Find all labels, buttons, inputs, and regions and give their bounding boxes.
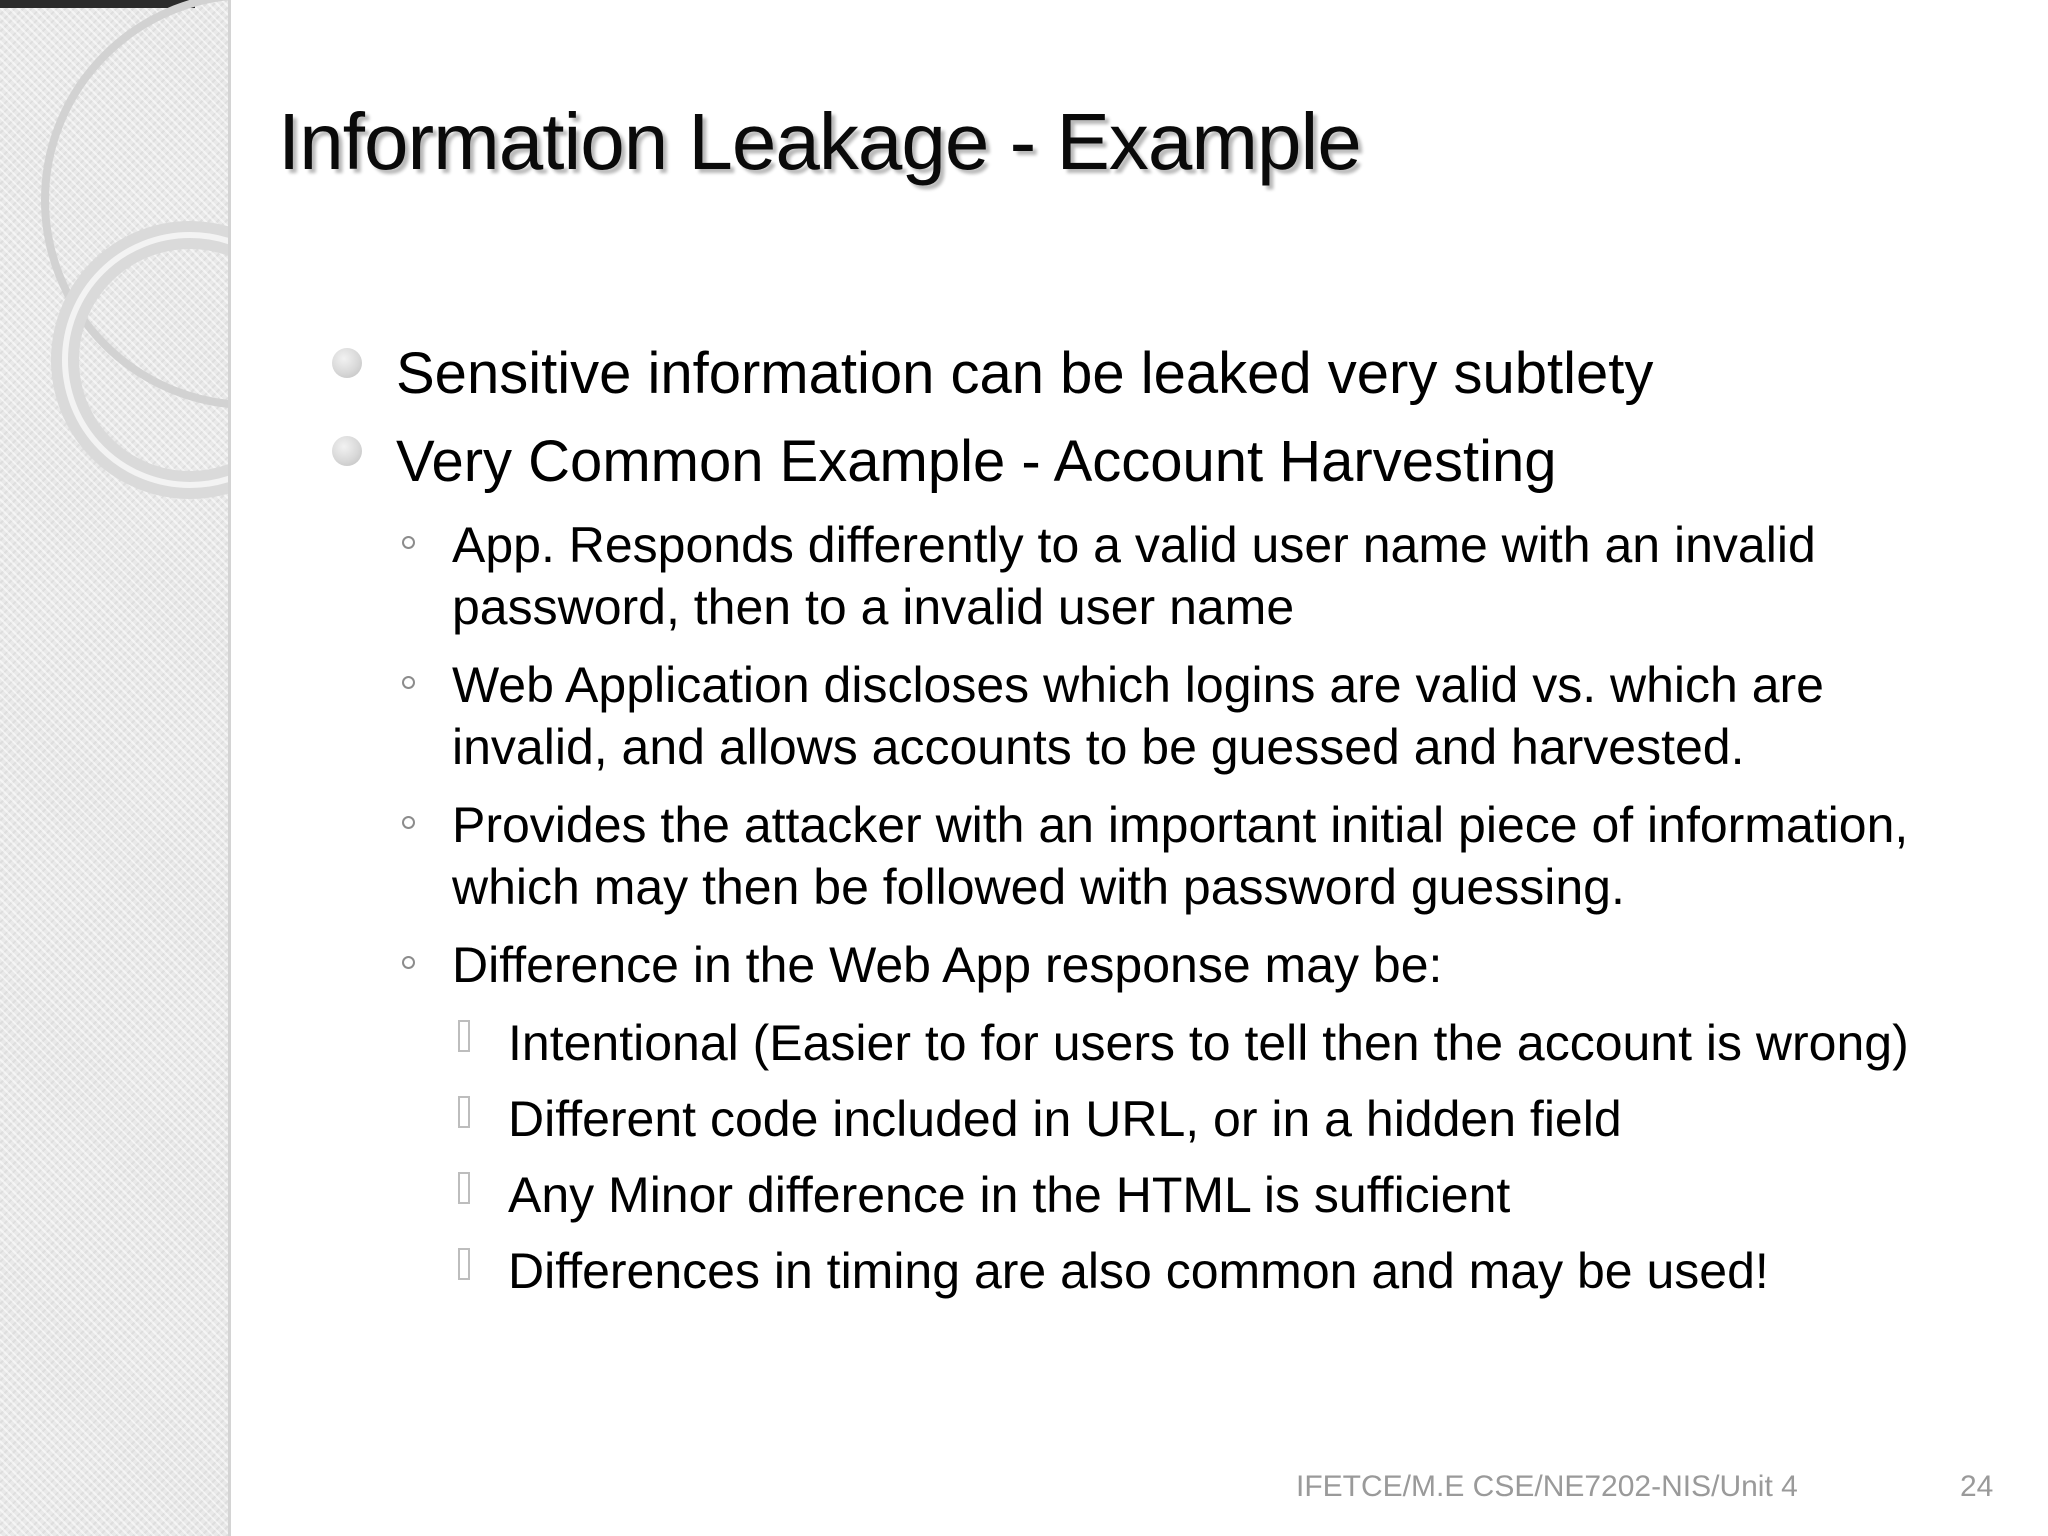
missing-glyph-bullet-icon	[458, 1248, 470, 1280]
sub-bullet-item	[330, 794, 1970, 918]
sub-sub-bullet-text: Differences in timing are also common and may be used!	[508, 1243, 1769, 1299]
decorative-side-strip	[0, 0, 231, 1536]
missing-glyph-bullet-icon	[458, 1172, 470, 1204]
bullet-text: Sensitive information can be leaked very subtlety	[396, 341, 1654, 406]
sub-bullet-item	[330, 934, 1970, 996]
bullet-text: Very Common Example - Account Harvesting	[396, 429, 1557, 494]
sub-sub-bullet-text: Any Minor difference in the HTML is sufficient	[508, 1167, 1511, 1223]
sub-bullet-text: Difference in the Web App response may be:	[452, 937, 1443, 993]
decorative-rings-graphic	[0, 0, 228, 560]
sub-sub-bullet-text: Different code included in URL, or in a hidden field	[508, 1091, 1622, 1147]
bullet-disc-icon	[332, 348, 362, 378]
circle-bullet-icon	[402, 536, 415, 549]
sub-sub-bullet-item	[330, 1088, 1970, 1150]
bullet-item	[330, 338, 1970, 410]
page-number: 24	[1960, 1470, 1994, 1503]
sub-sub-bullet-item	[330, 1164, 1970, 1226]
sub-bullet-text: Provides the attacker with an important initial piece of information, which may then be followed with password guessing.	[452, 797, 1909, 915]
sub-bullet-item	[330, 654, 1970, 778]
decorative-ring-medium	[65, 235, 228, 485]
sub-bullet-item	[330, 514, 1970, 638]
circle-bullet-icon	[402, 956, 415, 969]
circle-bullet-icon	[402, 676, 415, 689]
sub-bullet-text: App. Responds differently to a valid user name with an invalid password, then to a invalid user name	[452, 517, 1816, 635]
sub-bullet-text: Web Application discloses which logins are valid vs. which are invalid, and allows accounts to be guessed and harvested.	[452, 657, 1824, 775]
sub-sub-bullet-item	[330, 1012, 1970, 1074]
bullet-item	[330, 426, 1970, 498]
slide-footer: IFETCE/M.E CSE/NE7202-NIS/Unit 4	[1296, 1470, 1798, 1503]
slide-content	[330, 338, 1970, 1316]
slide-title: Information Leakage - Example	[278, 97, 1361, 186]
sub-sub-bullet-item	[330, 1240, 1970, 1302]
bullet-disc-icon	[332, 436, 362, 466]
circle-bullet-icon	[402, 816, 415, 829]
missing-glyph-bullet-icon	[458, 1096, 470, 1128]
missing-glyph-bullet-icon	[458, 1020, 470, 1052]
sub-sub-bullet-text: Intentional (Easier to for users to tell then the account is wrong)	[508, 1015, 1909, 1071]
